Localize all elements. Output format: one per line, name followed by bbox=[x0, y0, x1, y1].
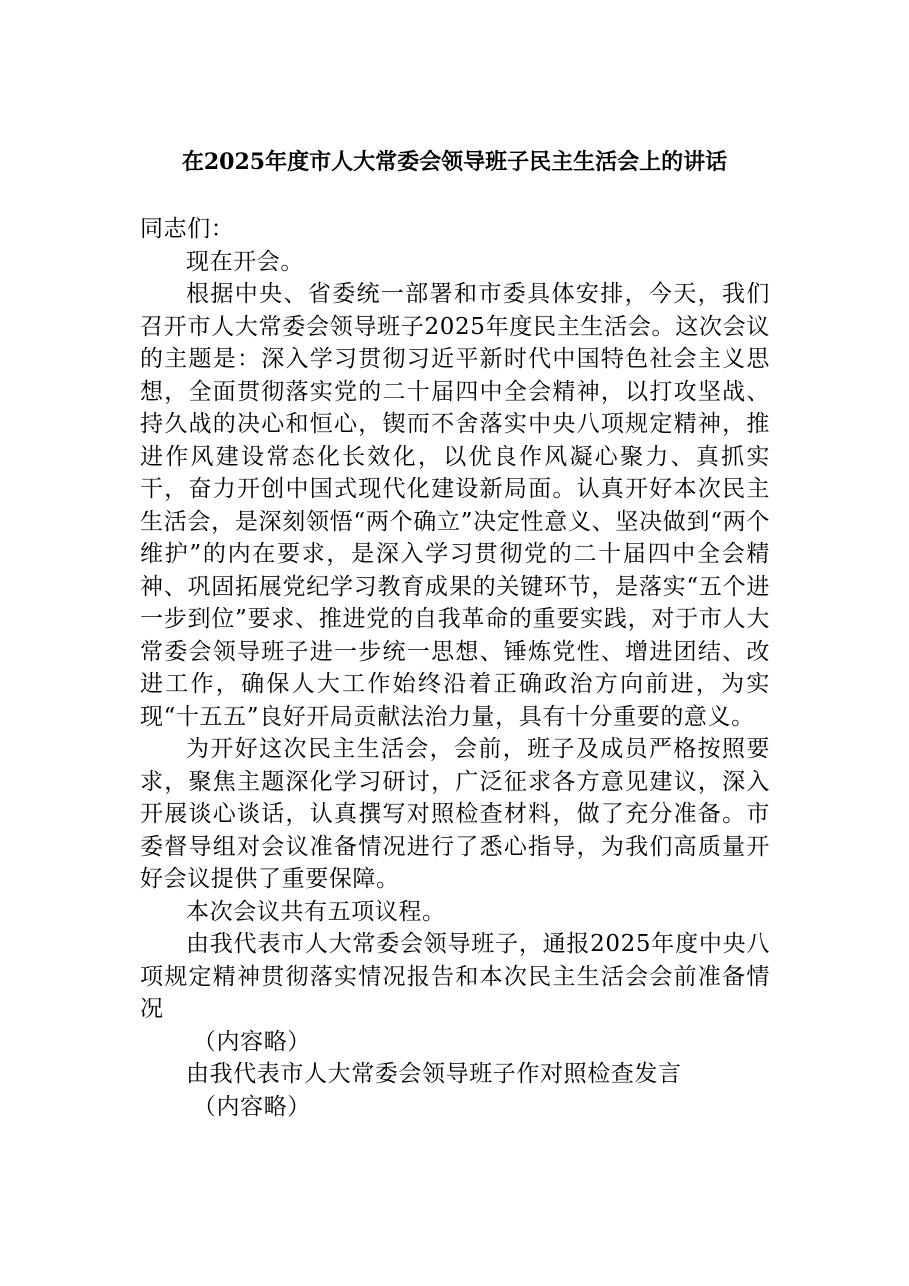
paragraph-agenda: 本次会议共有五项议程。 bbox=[186, 898, 446, 925]
document-title: 在2025年度市人大常委会领导班子民主生活会上的讲话 bbox=[181, 149, 728, 175]
content-omitted-note: （内容略） bbox=[192, 1093, 311, 1120]
paragraph-opening: 现在开会。 bbox=[186, 248, 304, 275]
paragraph-preparation: 为开好这次民主生活会，会前，班子及成员严格按照要求，聚焦主题深化学习研讨，广泛征求各方意见建议，深入开展谈心谈话，认真撰写对照检查材料，做了充分准备。市委督导组对会议准备情况进行了悉心指导，为我们高质量开好会议提供了重要保障。 bbox=[140, 736, 770, 892]
salutation: 同志们： bbox=[140, 216, 235, 242]
document-body bbox=[140, 213, 770, 1123]
agenda-item-report: 由我代表市人大常委会领导班子，通报2025年度中央八项规定精神贯彻落实情况报告和本次民主生活会会前准备情况 bbox=[140, 931, 770, 1022]
paragraph-background: 根据中央、省委统一部署和市委具体安排，今天，我们召开市人大常委会领导班子2025年度民主生活会。这次会议的主题是：深入学习贯彻习近平新时代中国特色社会主义思想，全面贯彻落实党的二十届四中全会精神，以打攻坚战、持久战的决心和恒心，锲而不舍落实中央八项规定精神，推进作风建设常态化长效化，以优良作风凝心聚力、真抓实干，奋力开创中国式现代化建设新局面。认真开好本次民主生活会，是深刻领悟“两个确立”决定性意义、坚决做到“两个维护”的内在要求，是深入学习贯彻党的二十届四中全会精神、巩固拓展党纪学习教育成果的关键环节，是落实“五个进一步到位”要求、推进党的自我革命的重要实践，对于市人大常委会领导班子进一步统一思想、锤炼党性、增进团结、改进工作，确保人大工作始终沿着正确政治方向前进，为实现“十五五”良好开局贡献法治力量，具有十分重要的意义。 bbox=[140, 281, 770, 730]
content-omitted-note: （内容略） bbox=[192, 1028, 311, 1055]
agenda-item-self-review: 由我代表市人大常委会领导班子作对照检查发言 bbox=[186, 1061, 682, 1087]
